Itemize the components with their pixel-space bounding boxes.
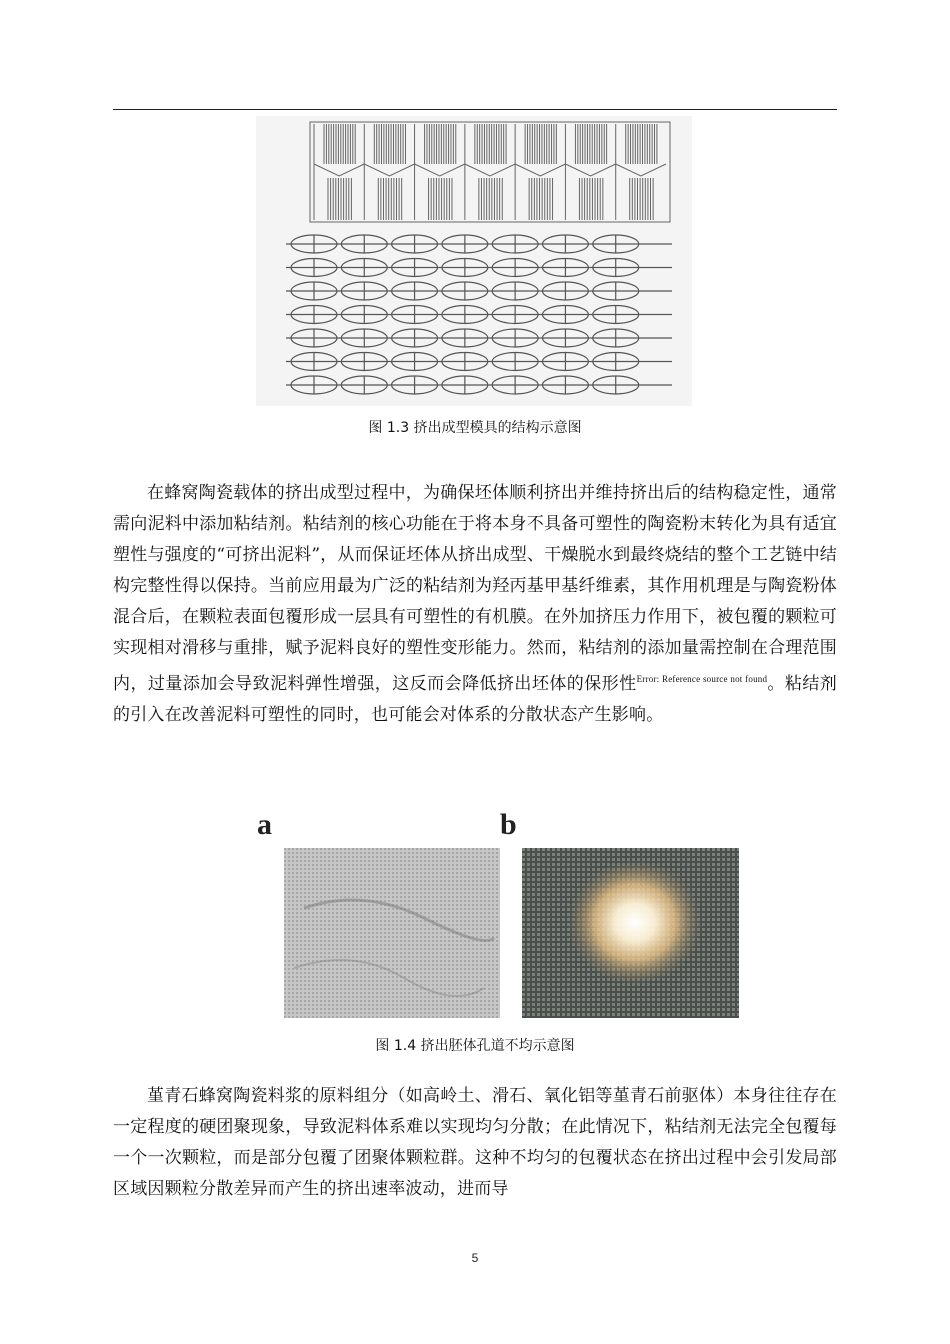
extrusion-die-diagram: [256, 116, 692, 406]
panel-label-b: b: [500, 808, 517, 841]
header-rule: [113, 109, 837, 110]
extruded-body-photo-a: [284, 848, 500, 1018]
figure-1-4-caption: 图 1.4 挤出胚体孔道不均示意图: [375, 1038, 575, 1054]
extruded-body-photo-b: [522, 848, 739, 1018]
paragraph-agglomeration: [113, 1081, 837, 1205]
paragraph-binder: [113, 478, 837, 731]
reference-error: Error: Reference source not found: [636, 674, 768, 684]
paragraph-agglomeration-text: 堇青石蜂窝陶瓷料浆的原料组分（如高岭土、滑石、氧化铝等堇青石前驱体）本身往往存在一定程度的硬团聚现象，导致泥料体系难以实现均匀分散；在此情况下，粘结剂无法完全包覆每一个一次颗粒，而是部分包覆了团聚体颗粒群。这种不均匀的包覆状态在挤出过程中会引发局部区域因颗粒分散差异而产生的挤出速率波动，进而导: [113, 1086, 837, 1199]
figure-1-3-caption: 图 1.3 挤出成型模具的结构示意图: [368, 420, 582, 436]
page-number: 5: [471, 1251, 479, 1265]
paragraph-binder-text-end: 。粘结剂的引入在改善泥料可塑性的同时，也可能会对体系的分散状态产生影响。: [113, 674, 837, 725]
panel-label-a: a: [257, 808, 272, 841]
paragraph-binder-text: 在蜂窝陶瓷载体的挤出成型过程中，为确保坯体顺利挤出并维持挤出后的结构稳定性，通常需向泥料中添加粘结剂。粘结剂的核心功能在于将本身不具备可塑性的陶瓷粉末转化为具有适宜塑性与强度的“可挤出泥料”，从而保证坯体从挤出成型、干燥脱水到最终烧结的整个工艺链中结构完整性得以保持。当前应用最为广泛的粘结剂为羟丙基甲基纤维素，其作用机理是与陶瓷粉体混合后，在颗粒表面包覆形成一层具有可塑性的有机膜。在外加挤压力作用下，被包覆的颗粒可实现相对滑移与重排，赋予泥料良好的塑性变形能力。然而，粘结剂的添加量需控制在合理范围内，过量添加会导致泥料弹性增强，这反而会降低挤出坯体的保形性: [113, 483, 837, 694]
